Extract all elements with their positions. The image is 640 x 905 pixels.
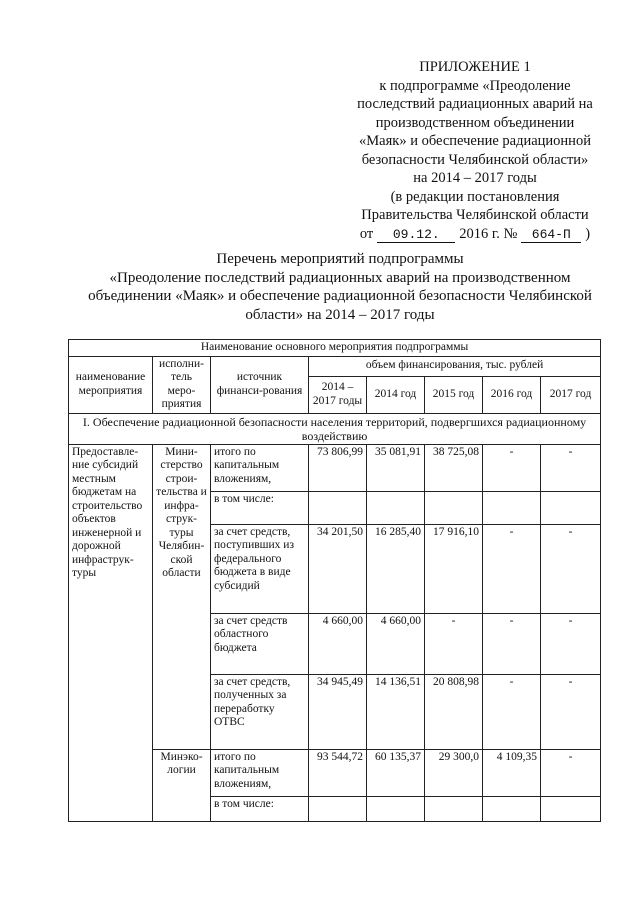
resolution-date: 09.12. [377, 228, 455, 243]
header-source: источник финанси-рования [211, 356, 309, 413]
y2017-cell: - [541, 749, 601, 796]
executor-ministry-construction: Мини-стерство строи-тельства и инфра-струк-туры Челябин-ской области [153, 444, 211, 749]
header-2017: 2017 год [541, 376, 601, 413]
y2014-cell: 16 285,40 [367, 524, 425, 613]
date-prefix: от [359, 225, 374, 242]
total-cell: 4 660,00 [309, 613, 367, 674]
activities-table [68, 339, 601, 822]
title-line: «Преодоление последствий радиационных аварий на производственном [109, 269, 571, 286]
y2014-cell: 60 135,37 [367, 749, 425, 796]
y2017-cell: - [541, 674, 601, 749]
total-cell [309, 491, 367, 524]
total-cell: 34 945,49 [309, 674, 367, 749]
y2017-cell: - [541, 444, 601, 491]
y2015-cell: 29 300,0 [425, 749, 483, 796]
section-row [69, 413, 601, 444]
section-title: I. Обеспечение радиационной безопасности населения территорий, подвергшихся радиационному воздействию [69, 413, 601, 444]
y2015-cell: 20 808,98 [425, 674, 483, 749]
y2016-cell: 4 109,35 [483, 749, 541, 796]
y2016-cell: - [483, 524, 541, 613]
appendix-line: (в редакции постановления [390, 188, 560, 205]
y2017-cell: - [541, 613, 601, 674]
source-cell: итого по капитальным вложениям, [211, 749, 309, 796]
appendix-line: производственном объединении [375, 114, 575, 131]
y2014-cell: 35 081,91 [367, 444, 425, 491]
header-funding: объем финансирования, тыс. рублей [309, 356, 601, 376]
table-row [69, 444, 601, 491]
header-2014: 2014 год [367, 376, 425, 413]
y2016-cell [483, 796, 541, 821]
source-cell: итого по капитальным вложениям, [211, 444, 309, 491]
appendix-line: Правительства Челябинской области [361, 207, 589, 223]
title-line: объединении «Маяк» и обеспечение радиационной безопасности Челябинской [88, 288, 592, 304]
y2015-cell: 38 725,08 [425, 444, 483, 491]
header-main: Наименование основного мероприятия подпрограммы [69, 340, 601, 357]
header-total: 2014 – 2017 годы [309, 376, 367, 413]
date-middle: 2016 г. № [459, 225, 518, 242]
appendix-line: к подпрограмме «Преодоление [379, 77, 571, 94]
source-cell: за счет средств, поступивших из федерального бюджета в виде субсидий [211, 524, 309, 613]
y2014-cell: 14 136,51 [367, 674, 425, 749]
y2014-cell [367, 491, 425, 524]
header-executor: исполни-тель меро-приятия [153, 356, 211, 413]
y2016-cell: - [483, 674, 541, 749]
title-line: области» на 2014 – 2017 годы [245, 306, 435, 323]
appendix-line: «Маяк» и обеспечение радиационной [359, 133, 591, 149]
source-cell: в том числе: [211, 796, 309, 821]
appendix-heading: ПРИЛОЖЕНИЕ 1 [419, 59, 531, 75]
appendix-line: безопасности Челябинской области» [361, 151, 589, 168]
y2015-cell: 17 916,10 [425, 524, 483, 613]
header-2016: 2016 год [483, 376, 541, 413]
y2014-cell: 4 660,00 [367, 613, 425, 674]
header-2015: 2015 год [425, 376, 483, 413]
appendix-line: на 2014 – 2017 годы [413, 170, 537, 186]
y2017-cell [541, 491, 601, 524]
activity-name: Предоставле-ние субсидий местным бюджетам на строительство объектов инженерной и дорожной инфраструк-туры [69, 444, 153, 821]
y2014-cell [367, 796, 425, 821]
appendix-line: последствий радиационных аварий на [357, 96, 593, 112]
source-cell: за счет средств, полученных за переработку ОТВС [211, 674, 309, 749]
y2015-cell [425, 491, 483, 524]
total-cell: 73 806,99 [309, 444, 367, 491]
y2015-cell [425, 796, 483, 821]
y2016-cell: - [483, 444, 541, 491]
y2016-cell [483, 491, 541, 524]
total-cell: 34 201,50 [309, 524, 367, 613]
document-title [70, 250, 610, 324]
y2015-cell: - [425, 613, 483, 674]
header-activity-name: наименование мероприятия [69, 356, 153, 413]
appendix-block [330, 58, 620, 243]
executor-ecology: Минэко-логии [153, 749, 211, 821]
source-cell: за счет средств областного бюджета [211, 613, 309, 674]
source-cell: в том числе: [211, 491, 309, 524]
y2016-cell: - [483, 613, 541, 674]
total-cell [309, 796, 367, 821]
date-suffix: ) [585, 225, 591, 242]
y2017-cell: - [541, 524, 601, 613]
resolution-date-line [330, 225, 620, 244]
resolution-number: 664-П [521, 228, 581, 243]
y2017-cell [541, 796, 601, 821]
table-header-row [69, 356, 601, 376]
table-header-row [69, 340, 601, 357]
total-cell: 93 544,72 [309, 749, 367, 796]
title-line: Перечень мероприятий подпрограммы [216, 251, 464, 267]
